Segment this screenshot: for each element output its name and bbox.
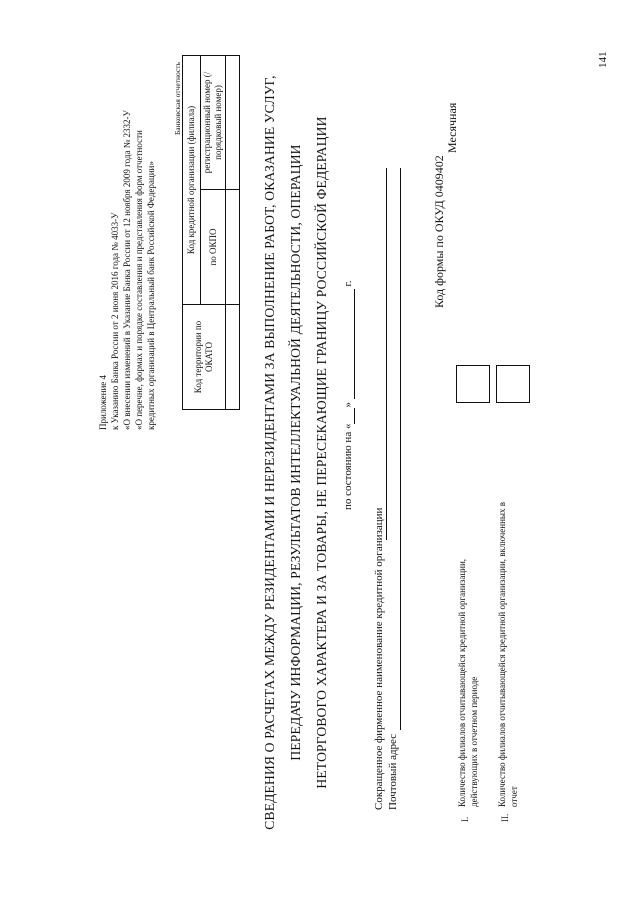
form-code-label: Код формы по ОКУД 0409402 bbox=[432, 155, 446, 308]
date-prefix: по состоянию на « bbox=[342, 423, 354, 510]
appendix-line-5: кредитных организаций в Центральный банк Российской Федерации» bbox=[146, 161, 156, 430]
appendix-line-3: «О внесении изменений в Указание Банка России от 12 ноября 2009 года № 2332-У bbox=[122, 110, 132, 430]
date-middle: » bbox=[342, 402, 354, 408]
item-2-line-1: Количество филиалов отчитывающейся кредитной организации, включенных в bbox=[497, 502, 507, 807]
item-2-line-2: отчет bbox=[509, 786, 519, 807]
appendix-line-1: Приложение 4 bbox=[98, 374, 108, 430]
item-2-number: II. bbox=[500, 813, 510, 822]
appendix-line-4: «О перечне, формах и порядке составления и представления форм отчетности bbox=[134, 130, 144, 430]
report-title-line-3: НЕТОРГОВОГО ХАРАКТЕРА И ЗА ТОВАРЫ, НЕ ПЕРЕСЕКАЮЩИЕ ГРАНИЦУ РОССИЙСКОЙ ФЕДЕРАЦИИ bbox=[314, 116, 329, 789]
item-1-count-box[interactable] bbox=[456, 365, 490, 403]
report-title-line-2: ПЕРЕДАЧУ ИНФОРМАЦИИ, РЕЗУЛЬТАТОВ ИНТЕЛЛЕКТУАЛЬНОЙ ДЕЯТЕЛЬНОСТИ, ОПЕРАЦИИ bbox=[288, 144, 303, 761]
date-suffix: г. bbox=[342, 280, 354, 287]
okato-value-cell[interactable] bbox=[226, 305, 240, 410]
registration-number-value-cell[interactable] bbox=[226, 56, 240, 190]
item-2-count-box[interactable] bbox=[496, 365, 530, 403]
codes-table-caption: Банковская отчетность bbox=[173, 62, 182, 135]
form-periodicity: Месячная bbox=[445, 102, 459, 153]
okato-header: Код территории по ОКАТО bbox=[183, 305, 226, 410]
date-line bbox=[342, 281, 355, 510]
item-1-text bbox=[456, 559, 480, 807]
item-2-text bbox=[496, 502, 520, 807]
month-year-field[interactable] bbox=[342, 289, 355, 399]
page-number: 141 bbox=[597, 51, 609, 68]
credit-org-code-header: Код кредитной организации (филиала) bbox=[183, 56, 201, 305]
appendix-block bbox=[97, 110, 157, 430]
item-1-line-1: Количество филиалов отчитывающейся кредитной организации, bbox=[457, 558, 467, 807]
short-name-field[interactable] bbox=[386, 168, 387, 540]
item-1-number: I. bbox=[460, 816, 470, 822]
okpo-value-cell[interactable] bbox=[226, 190, 240, 305]
codes-table bbox=[182, 55, 240, 410]
short-name-label: Сокращенное фирменное наименование кредитной организации bbox=[373, 507, 385, 810]
postal-address-field[interactable] bbox=[400, 168, 401, 730]
appendix-line-2: к Указанию Банка России от 2 июня 2016 года № 4033-У bbox=[110, 212, 120, 430]
report-title-line-1: СВЕДЕНИЯ О РАСЧЕТАХ МЕЖДУ РЕЗИДЕНТАМИ И НЕРЕЗИДЕНТАМИ ЗА ВЫПОЛНЕНИЕ РАБОТ, ОКАЗАНИЕ УСЛУГ, bbox=[262, 75, 277, 830]
day-field[interactable] bbox=[342, 408, 355, 424]
okpo-header: по ОКПО bbox=[201, 190, 226, 305]
item-1-line-2: действующих в отчетном периоде bbox=[469, 676, 479, 807]
postal-address-label: Почтовый адрес bbox=[387, 733, 399, 810]
registration-number-header: регистрационный номер (/порядковый номер) bbox=[201, 56, 226, 190]
